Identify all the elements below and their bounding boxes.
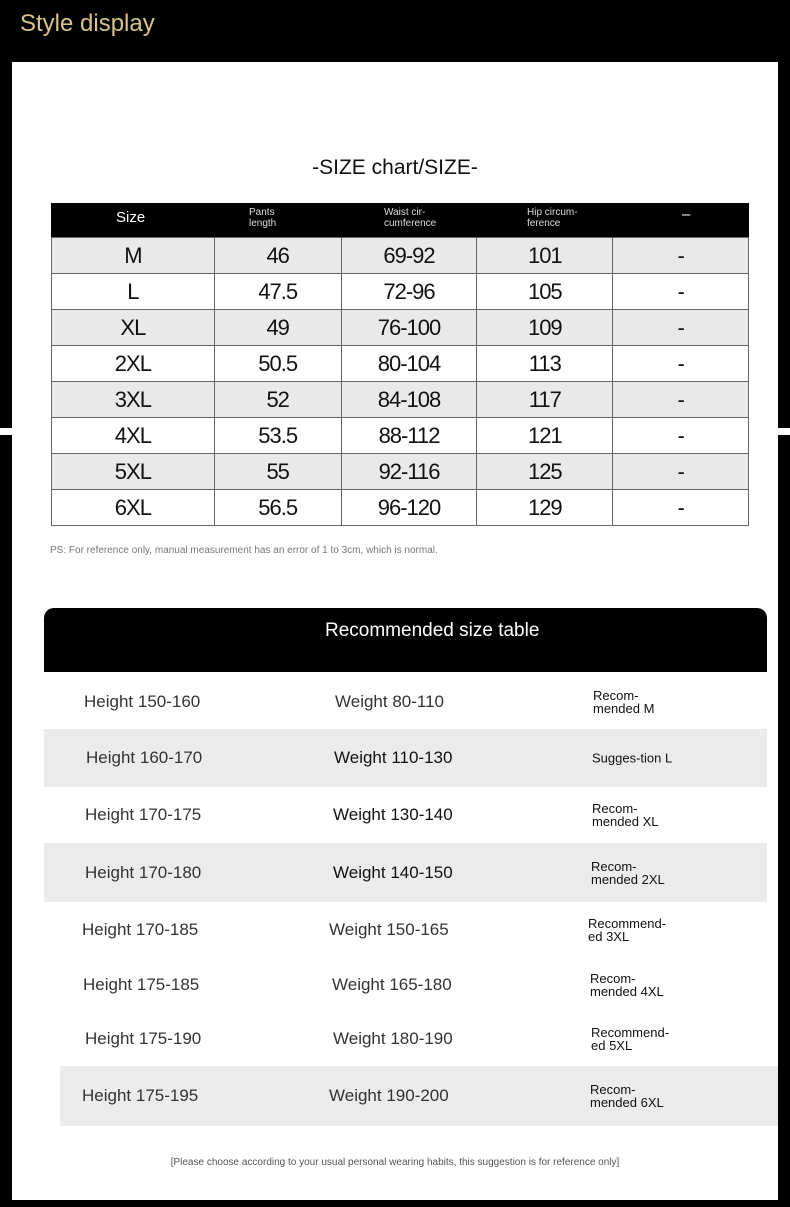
weight-range: Weight 190-200 [329,1086,449,1105]
size-cell: 4XL [52,418,215,454]
weight-range: Weight 150-165 [329,919,449,939]
height-range: Height 170-185 [82,919,199,939]
header-bar [0,0,790,62]
size-cell: L [52,274,215,310]
height-range: Height 175-185 [83,974,200,994]
size-cell: - [613,490,749,526]
recommended-size: Recom-mended 2XL [591,858,665,887]
size-cell: 129 [477,490,613,526]
size-chart-table [51,237,749,526]
recommended-size: Recommend-ed 3XL [588,915,667,944]
weight-range: Weight 165-180 [332,974,452,994]
recommend-title: Recommended size table [325,620,540,641]
measurement-note: PS: For reference only, manual measurement has an error of 1 to 3cm, which is normal. [50,545,438,556]
recommended-size: Recom-mended XL [592,801,659,829]
size-cell: 6XL [52,490,215,526]
size-chart-title: -SIZE chart/SIZE- [312,156,478,179]
size-row [52,454,749,490]
left-divider-notch [0,428,12,435]
footer-note: [Please choose according to your usual personal wearing habits, this suggestion is for reference only] [170,1157,620,1168]
height-range: Height 175-195 [82,1086,199,1105]
size-cell: XL [52,310,215,346]
recommend-row [60,1066,778,1126]
size-row [52,346,749,382]
size-cell: 92-116 [341,454,477,490]
size-cell: - [613,346,749,382]
size-row [52,490,749,526]
height-range: Height 170-175 [85,805,202,824]
recommend-row [44,729,767,787]
size-cell: - [613,274,749,310]
size-cell: 105 [477,274,613,310]
weight-range: Weight 110-130 [334,748,453,767]
size-cell: M [52,238,215,274]
size-cell: - [613,382,749,418]
size-cell: 52 [214,382,341,418]
size-cell: 5XL [52,454,215,490]
size-cell: 121 [477,418,613,454]
recommend-row [44,674,767,729]
recommend-row [44,843,767,902]
size-cell: - [613,238,749,274]
size-cell: 2XL [52,346,215,382]
recommend-row [44,787,767,843]
size-row [52,382,749,418]
size-row [52,238,749,274]
size-cell: 76-100 [341,310,477,346]
size-cell: 53.5 [214,418,341,454]
col-header-extra: – [682,206,691,223]
recommended-size: Sugges-tion L [592,750,673,766]
size-row [52,274,749,310]
size-chart-header [51,203,749,237]
weight-range: Weight 180-190 [333,1029,453,1048]
size-cell: 109 [477,310,613,346]
height-range: Height 170-180 [85,862,202,882]
height-range: Height 160-170 [86,748,203,767]
weight-range: Weight 80-110 [335,691,444,711]
recommend-row [44,1012,767,1066]
size-cell: 55 [214,454,341,490]
size-cell: 117 [477,382,613,418]
size-cell: 84-108 [341,382,477,418]
size-cell: 46 [214,238,341,274]
size-cell: 88-112 [341,418,477,454]
col-header-waist: Waist cir-cumference [384,207,437,229]
size-cell: 47.5 [214,274,341,310]
size-cell: 49 [214,310,341,346]
height-range: Height 150-160 [84,691,201,711]
height-range: Height 175-190 [85,1029,202,1048]
recommend-row [44,902,767,957]
size-cell: 80-104 [341,346,477,382]
size-cell: 3XL [52,382,215,418]
right-divider-notch [778,428,790,435]
size-cell: 69-92 [341,238,477,274]
size-cell: 125 [477,454,613,490]
recommend-header [44,608,767,672]
size-cell: 50.5 [214,346,341,382]
size-cell: 101 [477,238,613,274]
size-cell: 113 [477,346,613,382]
recommended-size: Recom-mended 4XL [590,970,664,999]
header-title: Style display [20,10,155,37]
col-header-pants-length: Pants length [249,207,277,229]
weight-range: Weight 130-140 [333,805,453,824]
size-cell: 56.5 [214,490,341,526]
size-cell: - [613,418,749,454]
weight-range: Weight 140-150 [333,862,453,882]
recommend-row [44,957,767,1012]
size-row [52,418,749,454]
col-header-size: Size [116,209,146,226]
size-row [52,310,749,346]
size-cell: 96-120 [341,490,477,526]
recommended-size: Recom-mended M [593,687,655,716]
recommended-size: Recommend-ed 5XL [591,1025,670,1053]
size-cell: 72-96 [341,274,477,310]
recommended-size: Recom-mended 6XL [590,1082,664,1110]
col-header-hip: Hip circum-ference [527,207,578,229]
size-cell: - [613,454,749,490]
size-cell: - [613,310,749,346]
